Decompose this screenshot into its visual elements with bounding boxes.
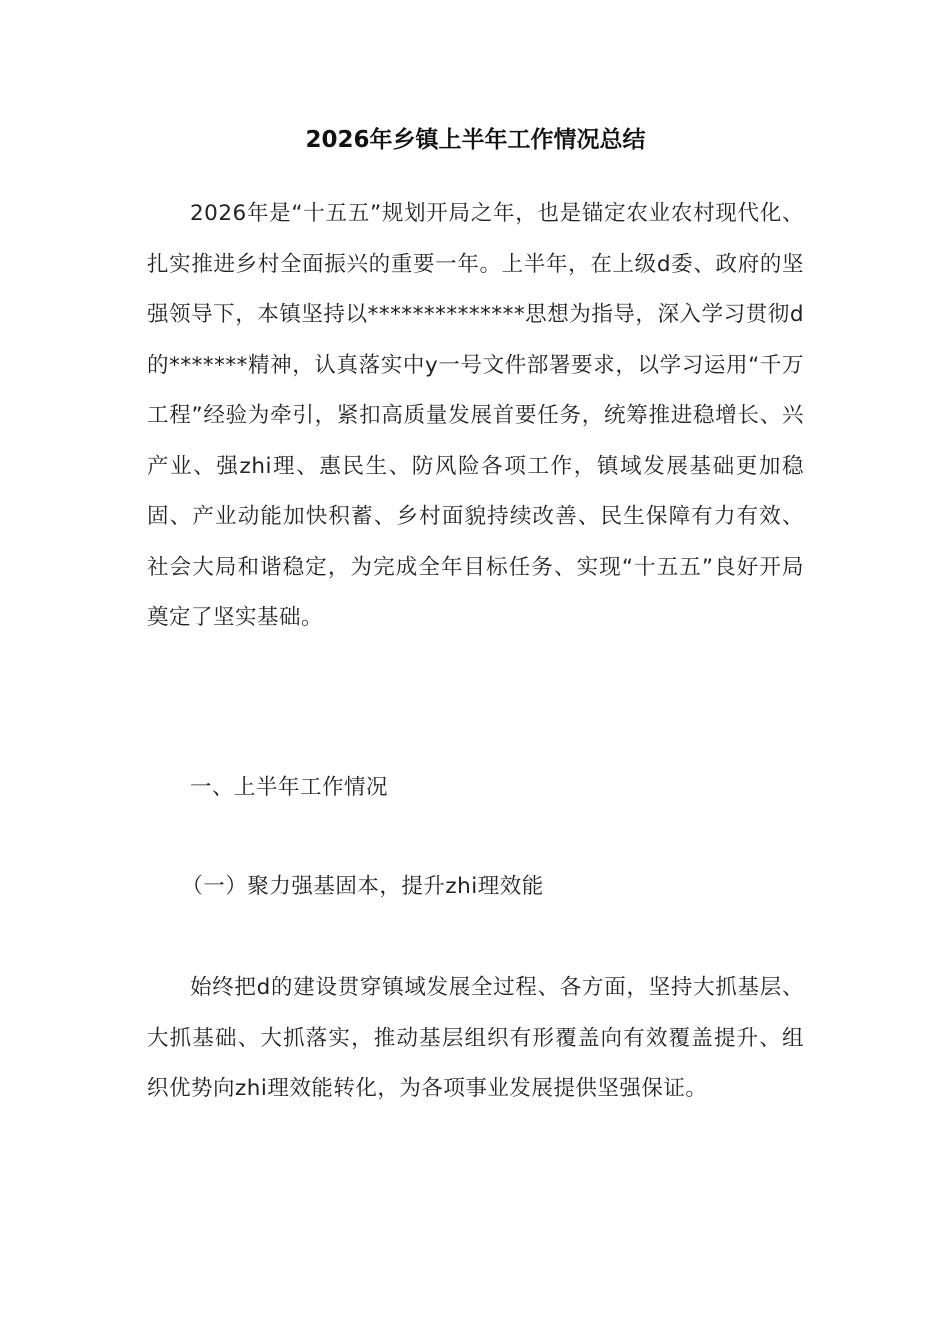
document-page bbox=[147, 0, 804, 1344]
document-title: 2026年乡镇上半年工作情况总结 bbox=[305, 127, 646, 153]
section-heading: 一、上半年工作情况 bbox=[190, 775, 389, 800]
subsection-heading: （一）聚力强基固本，提升zhi理效能 bbox=[181, 874, 544, 899]
subsection-body-paragraph: 始终把d的建设贯穿镇域发展全过程、各方面，坚持大抓基层、大抓基础、大抓落实，推动基层组织有形覆盖向有效覆盖提升、组织优势向zhi理效能转化，为各项事业发展提供坚强保证。 bbox=[147, 975, 804, 1101]
intro-paragraph: 2026年是“十五五”规划开局之年，也是锚定农业农村现代化、扎实推进乡村全面振兴的重要一年。上半年，在上级d委、政府的坚强领导下，本镇坚持以**************思想为指导，深入学习贯彻d的*******精神，认真落实中y一号文件部署要求，以学习运用“千万工程”经验为牵引，紧扣高质量发展首要任务，统筹推进稳增长、兴产业、强zhi理、惠民生、防风险各项工作，镇域发展基础更加稳固、产业动能加快积蓄、乡村面貌持续改善、民生保障有力有效、社会大局和谐稳定，为完成全年目标任务、实现“十五五”良好开局奠定了坚实基础。 bbox=[147, 201, 804, 630]
